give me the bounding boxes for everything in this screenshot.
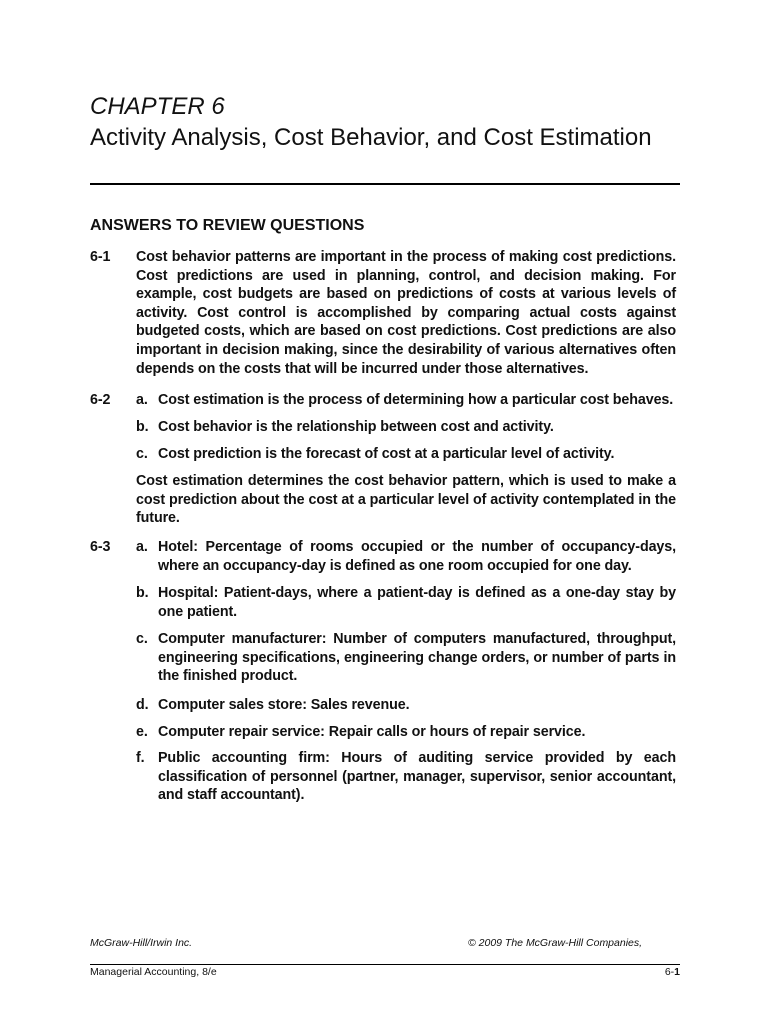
answer-item (136, 538, 676, 575)
item-text: Hotel: Percentage of rooms occupied or the number of occupancy-days, where an occupancy-day is defined as one room occupied for one day. (158, 539, 676, 574)
question-number: 6-3 (90, 539, 111, 555)
answer-paragraph: Cost estimation determines the cost behavior pattern, which is used to make a cost prediction about the cost at a particular level of activity contemplated in the future. (136, 473, 676, 527)
footer-book-title: Managerial Accounting, 8/e (90, 966, 217, 978)
page-number-value: 1 (674, 966, 680, 978)
answer-item (136, 418, 676, 437)
answer-item (136, 749, 676, 805)
title-divider (90, 183, 680, 185)
item-letter: c. (136, 446, 148, 462)
answer-item (136, 723, 676, 742)
answer-paragraph: Cost behavior patterns are important in the process of making cost predictions. Cost predictions are used in planning, control, and decision making. For example, cost budgets are based on predictions of costs at various levels of activity. Cost control is accomplished by comparing actual costs against budgeted costs, which are based on cost predictions. Cost predictions are also important in decision making, since the desirability of various alternatives often depends on the costs that will be incurred under those alternatives. (136, 249, 676, 377)
item-letter: f. (136, 750, 145, 766)
item-letter: a. (136, 392, 148, 408)
item-text: Public accounting firm: Hours of auditing service provided by each classification of personnel (partner, manager, supervisor, senior accountant, and staff accountant). (158, 750, 676, 804)
answer-item (136, 696, 676, 715)
item-letter: b. (136, 419, 149, 435)
page-number-prefix: 6- (664, 966, 675, 978)
answer-item (136, 584, 676, 621)
item-text: Hospital: Patient-days, where a patient-day is defined as a one-day stay by one patient. (158, 585, 676, 620)
item-text: Computer sales store: Sales revenue. (158, 697, 410, 713)
question-number: 6-2 (90, 392, 111, 408)
footer-copyright: © 2009 The McGraw-Hill Companies, (468, 937, 643, 949)
question-number: 6-1 (90, 249, 111, 265)
item-letter: c. (136, 631, 148, 647)
answer-item (136, 391, 676, 410)
section-heading: ANSWERS TO REVIEW QUESTIONS (90, 217, 365, 234)
item-text: Computer manufacturer: Number of computers manufactured, throughput, engineering specifications, engineering change orders, or number of parts in the finished product. (158, 631, 676, 685)
item-text: Cost estimation is the process of determining how a particular cost behaves. (158, 392, 674, 408)
item-letter: d. (136, 697, 149, 713)
item-text: Computer repair service: Repair calls or hours of repair service. (158, 724, 586, 740)
item-letter: e. (136, 724, 148, 740)
answer-item (136, 630, 676, 686)
answer-item (136, 445, 676, 464)
chapter-label: CHAPTER 6 (90, 93, 225, 120)
footer-publisher: McGraw-Hill/Irwin Inc. (90, 937, 193, 949)
item-letter: a. (136, 539, 148, 555)
chapter-title: Activity Analysis, Cost Behavior, and Cost Estimation (90, 124, 652, 151)
item-text: Cost behavior is the relationship between cost and activity. (158, 419, 554, 435)
item-text: Cost prediction is the forecast of cost at a particular level of activity. (158, 446, 615, 462)
page-number (630, 965, 680, 979)
item-letter: b. (136, 585, 149, 601)
